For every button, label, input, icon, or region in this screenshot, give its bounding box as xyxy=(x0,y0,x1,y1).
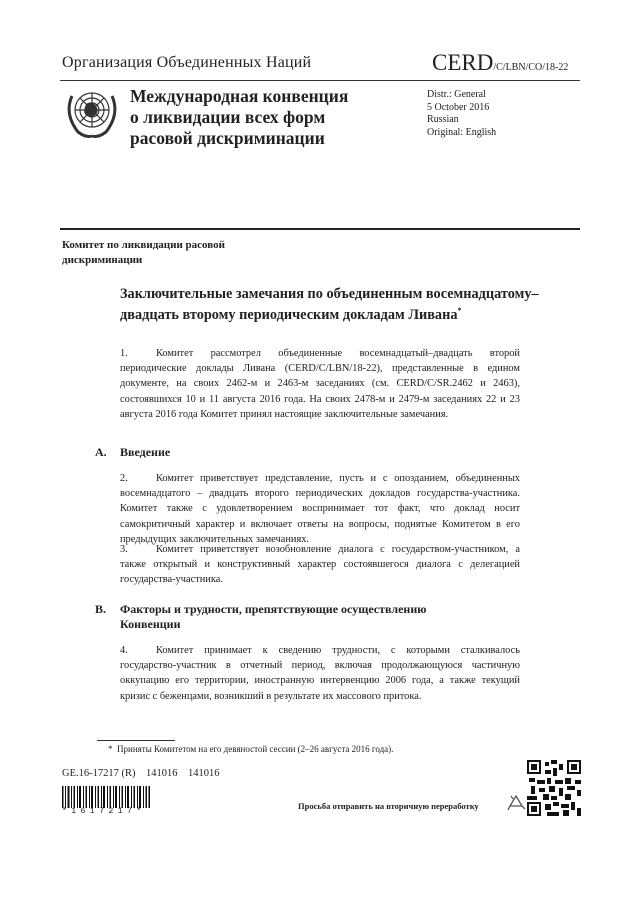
convention-title-line: о ликвидации всех форм xyxy=(130,107,326,127)
recycle-text: Просьба отправить на вторичную переработку xyxy=(298,801,479,811)
paragraph-text: Комитет приветствует представление, пусть и с опозданием, объединенных восемнадцатого – двадцать второго периодических докладов государства-участника. Комитет также с удовлетворением воспринимает тот факт, что доклад носит самокритичный характер и включает ответы на вопросы, поднятые Комитетом в его предыдущих заключительных замечаниях. xyxy=(120,473,520,545)
distribution-line: Distr.: General xyxy=(427,89,486,100)
paragraph-number: 4. xyxy=(120,645,128,656)
document-title-text: Заключительные замечания по объединенным восемнадцатому–двадцать второму периодическим докладам Ливана xyxy=(120,286,539,323)
thick-rule xyxy=(60,228,580,230)
footnote-rule xyxy=(97,740,175,741)
paragraph-3 xyxy=(120,542,520,588)
convention-title-line: расовой дискриминации xyxy=(130,128,325,148)
job-number: GE.16-17217 (R) 141016 141016 xyxy=(62,768,220,779)
symbol-main: CERD xyxy=(432,50,494,75)
footnote: * Приняты Комитетом на его девяностой сессии (2–26 августа 2016 года). xyxy=(108,744,394,754)
header-rule xyxy=(60,80,580,81)
paragraph-number: 3. xyxy=(120,544,128,555)
document-title xyxy=(120,286,540,323)
organization-name: Организация Объединенных Наций xyxy=(62,54,312,71)
convention-title-line: Международная конвенция xyxy=(130,86,349,106)
section-letter: A. xyxy=(95,445,107,459)
convention-title xyxy=(130,86,348,149)
section-heading: Факторы и трудности, препятствующие осуществлению Конвенции xyxy=(120,602,427,631)
original-language-line: Original: English xyxy=(427,126,497,138)
paragraph-number: 1. xyxy=(120,348,128,359)
paragraph-text: Комитет рассмотрел объединенные восемнадцатый–двадцать второй периодические доклады Ливана (CERD/C/LBN/18-22), представленные в едином документе, на своих 2462-м и 2463-м заседаниях (см. CERD/C/SR.2462 и 2463), состоявшихся 10 и 11 августа 2016 года. На своих 2478-м и 2479-м заседаниях 22 и 23 августа 2016 года Комитет принял настоящие заключительные замечания. xyxy=(120,348,520,420)
barcode-number: *1617217* xyxy=(62,807,146,816)
recycle-icon xyxy=(505,793,527,815)
section-letter: B. xyxy=(95,602,107,616)
un-emblem-icon xyxy=(62,84,122,140)
section-heading: Введение xyxy=(120,445,171,459)
document-symbol xyxy=(432,50,568,76)
paragraph-text: Комитет принимает к сведению трудности, с которыми сталкивалось государство-участник в отчетный период, включая продолжающуюся частичную оккупацию его территории, иностранную интервенцию 2006 года, а также текущий кризис с беженцами, возникший в результате их массового притока. xyxy=(120,645,520,702)
paragraph-text: Комитет приветствует возобновление диалога с государством-участником, а также открытый и конструктивный характер состоявшегося диалога с делегацией государства-участника. xyxy=(120,544,520,586)
distribution-block xyxy=(427,89,496,139)
paragraph-2 xyxy=(120,471,520,547)
barcode-icon xyxy=(62,786,150,808)
paragraph-1 xyxy=(120,346,520,422)
paragraph-4 xyxy=(120,643,520,704)
language-line: Russian xyxy=(427,114,459,125)
symbol-suffix: /C/LBN/CO/18-22 xyxy=(493,62,569,73)
qr-code-icon xyxy=(527,760,581,816)
date-line: 5 October 2016 xyxy=(427,101,490,113)
committee-name: Комитет по ликвидации расовой дискриминации xyxy=(62,239,225,266)
paragraph-number: 2. xyxy=(120,473,128,484)
footnote-mark: * xyxy=(457,305,462,315)
